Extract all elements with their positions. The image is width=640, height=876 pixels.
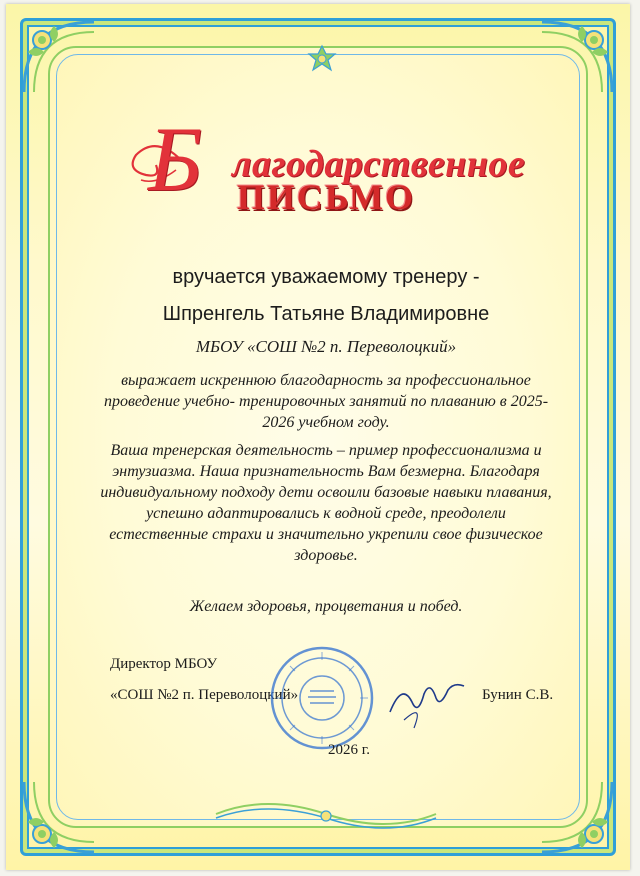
organization-name: МБОУ «СОШ №2 п. Переволоцкий» [195,337,457,356]
document-year: 2026 г. [328,742,370,758]
title-first-letter: Б [148,108,203,210]
title-main: ПИСЬМО [236,177,416,217]
appreciation-paragraph: Ваша тренерская деятельность – пример профессионализма и энтузиазма. Наша признательность Вам безмерна. Благодаря индивидуальному подходу дети освоили базовые навыки плавания, успешно адаптировались к водной среде, преодолели естественные страхи и значительно укрепили свое физическое здоровье. [100,442,552,564]
title-script-rest: лагодарственное [232,143,526,185]
signatory-title-line2: «СОШ №2 п. Переволоцкий» [110,687,299,703]
recipient-intro: вручается уважаемому тренеру - [172,266,480,288]
official-stamp-icon [268,644,376,752]
gratitude-paragraph: выражает искреннюю благодарность за профессиональное проведение учебно- тренировочных занятий по плаванию в 2025-2026 учебном году. [103,372,549,431]
top-emblem-icon [304,44,340,74]
signatory-title-line1: Директор МБОУ [110,656,218,672]
bottom-flourish-icon [206,794,446,834]
signatory-name: Бунин С.В. [482,687,554,703]
recipient-name: Шпренгель Татьяне Владимировне [162,303,490,325]
corner-ornament-top-left [14,12,104,102]
corner-ornament-top-right [532,12,622,102]
corner-ornament-bottom-right [532,772,622,862]
wishes-paragraph: Желаем здоровья, процветания и побед. [189,598,463,615]
handwritten-signature [384,672,468,730]
certificate-sheet [6,4,630,870]
corner-ornament-bottom-left [14,772,104,862]
